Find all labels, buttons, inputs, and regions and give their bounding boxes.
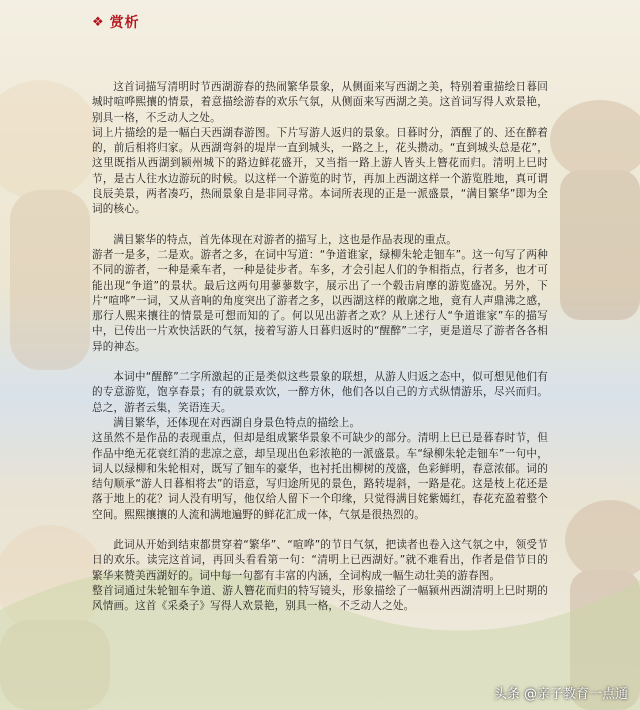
paragraph-gap — [92, 355, 548, 370]
section-title: 赏析 — [109, 15, 140, 31]
paragraph: 游者一是多，二是欢。游者之多，在词中写道：“争道谁家，绿柳朱轮走钿车”。这一句写了两种不同的游者，一种是乘车者，一种是徒步者。车多，才会引起人们的争相指点，行者多，也才可能出现“争道”的景状。最后这两句用蓼蓼数字，展示出了一个毂击肩摩的游览盛况。另外，下片“喧哗”一词，又从音响的角度突出了游者之多，以西湖这样的敞廓之地，竟有人声鼎沸之感，那行人熙来攘往的情景是可想而知的了。何以见出游者之欢？从上述行人“争道谁家”车的描写中，已传出一片欢快活跃的气氛，接着写游人日暮归返时的“醒醉”二字，更是道尽了游者各各相异的神态。 — [92, 248, 548, 353]
article-body — [92, 80, 548, 615]
paragraph: 整首词通过朱轮钿车争道、游人簪花而归的特写镜头，形象描绘了一幅颍州西湖清明上巳时期的风情画。这首《采桑子》写得人欢景艳，别具一格，不乏动人之处。 — [92, 584, 548, 613]
paragraph: 满目繁华的特点，首先体现在对游者的描写上，这也是作品表现的重点。 — [113, 233, 457, 246]
paragraph: 这虽然不是作品的表现重点，但却是组成繁华景象不可缺少的部分。清明上巳已是暮春时节，但作品中绝无花衰红消的悲凉之意，却呈现出色彩浓艳的一派盛景。车“绿柳朱轮走钿车”一句中，词人以绿柳和朱轮相对，既写了钿车的豪华，也衬托出柳树的茂盛，色彩鲜明，春意浓郁。词的结句顺承“游人日暮相将去”的语意，写归途所见的景色，路转堤斜，一路是花。这是枝上花还是落于地上的花？词人没有明写，他仅给人留下一个印缘，只觉得满目姹紫嫣红，春花充盈着整个空间。熙熙攘攘的人流和满地遍野的鲜花汇成一体，气氛是很热烈的。 — [92, 432, 548, 521]
diamond-bullet-icon: ❖ — [92, 14, 104, 30]
source-watermark: 头条 @亲子教育一点通 — [493, 687, 628, 702]
section-header — [92, 12, 140, 32]
paragraph: 词上片描绘的是一幅白天西湖春游图。下片写游人返归的景象。日暮时分，酒醒了的、还在醉着的，前后相将归家。从西湖弯斜的堤岸一直到城头，一路之上，花头攒动。“直到城头总是花”，这里既指从西湖到颍州城下的路边鲜花盛开，又当指一路上游人皆头上簪花而归。清明上巳时节，是古人往水边游玩的时候。以这样一个游览的时节，再加上西湖这样一个游览胜地，真可谓良辰美景，两者凑巧，热闹景象自是非同寻常。本词所表现的正是一派盛景，“满目繁华”即为全词的核心。 — [92, 126, 548, 216]
paragraph-gap — [92, 218, 548, 233]
paragraph-gap — [92, 523, 548, 538]
paragraph: 本词中“醒醉”二字所激起的正是类似这些景象的联想，从游人归返之态中，似可想见他们有的专意游览，饱享春景；有的就景欢饮，一醉方休，他们各以自己的方式纵情游乐，尽兴而归。总之，游者云集，笑语连天。 — [92, 371, 548, 414]
paragraph: 这首词描写清明时节西湖游春的热闹繁华景象，从侧面来写西湖之美，特别着重描绘日暮回城时喧哗熙攘的情景，着意描绘游春的欢乐气氛，从侧面来写西湖之美。这首词写得人欢景艳，别具一格，不乏动人之处。 — [92, 81, 548, 124]
paragraph: 满目繁华，还体现在对西湖自身景色特点的描绘上。 — [113, 416, 361, 429]
paragraph: 此词从开始到结束都贯穿着“繁华”、“喧哗”的节日气氛，把读者也卷入这气氛之中，领受节日的欢乐。读完这首词，再回头看看第一句：“清明上已西湖好。”就不难看出，作者是借节日的繁华来赞美西湖好的。词中每一句都有丰富的内涵，全词构成一幅生动壮美的游春图。 — [92, 539, 548, 582]
